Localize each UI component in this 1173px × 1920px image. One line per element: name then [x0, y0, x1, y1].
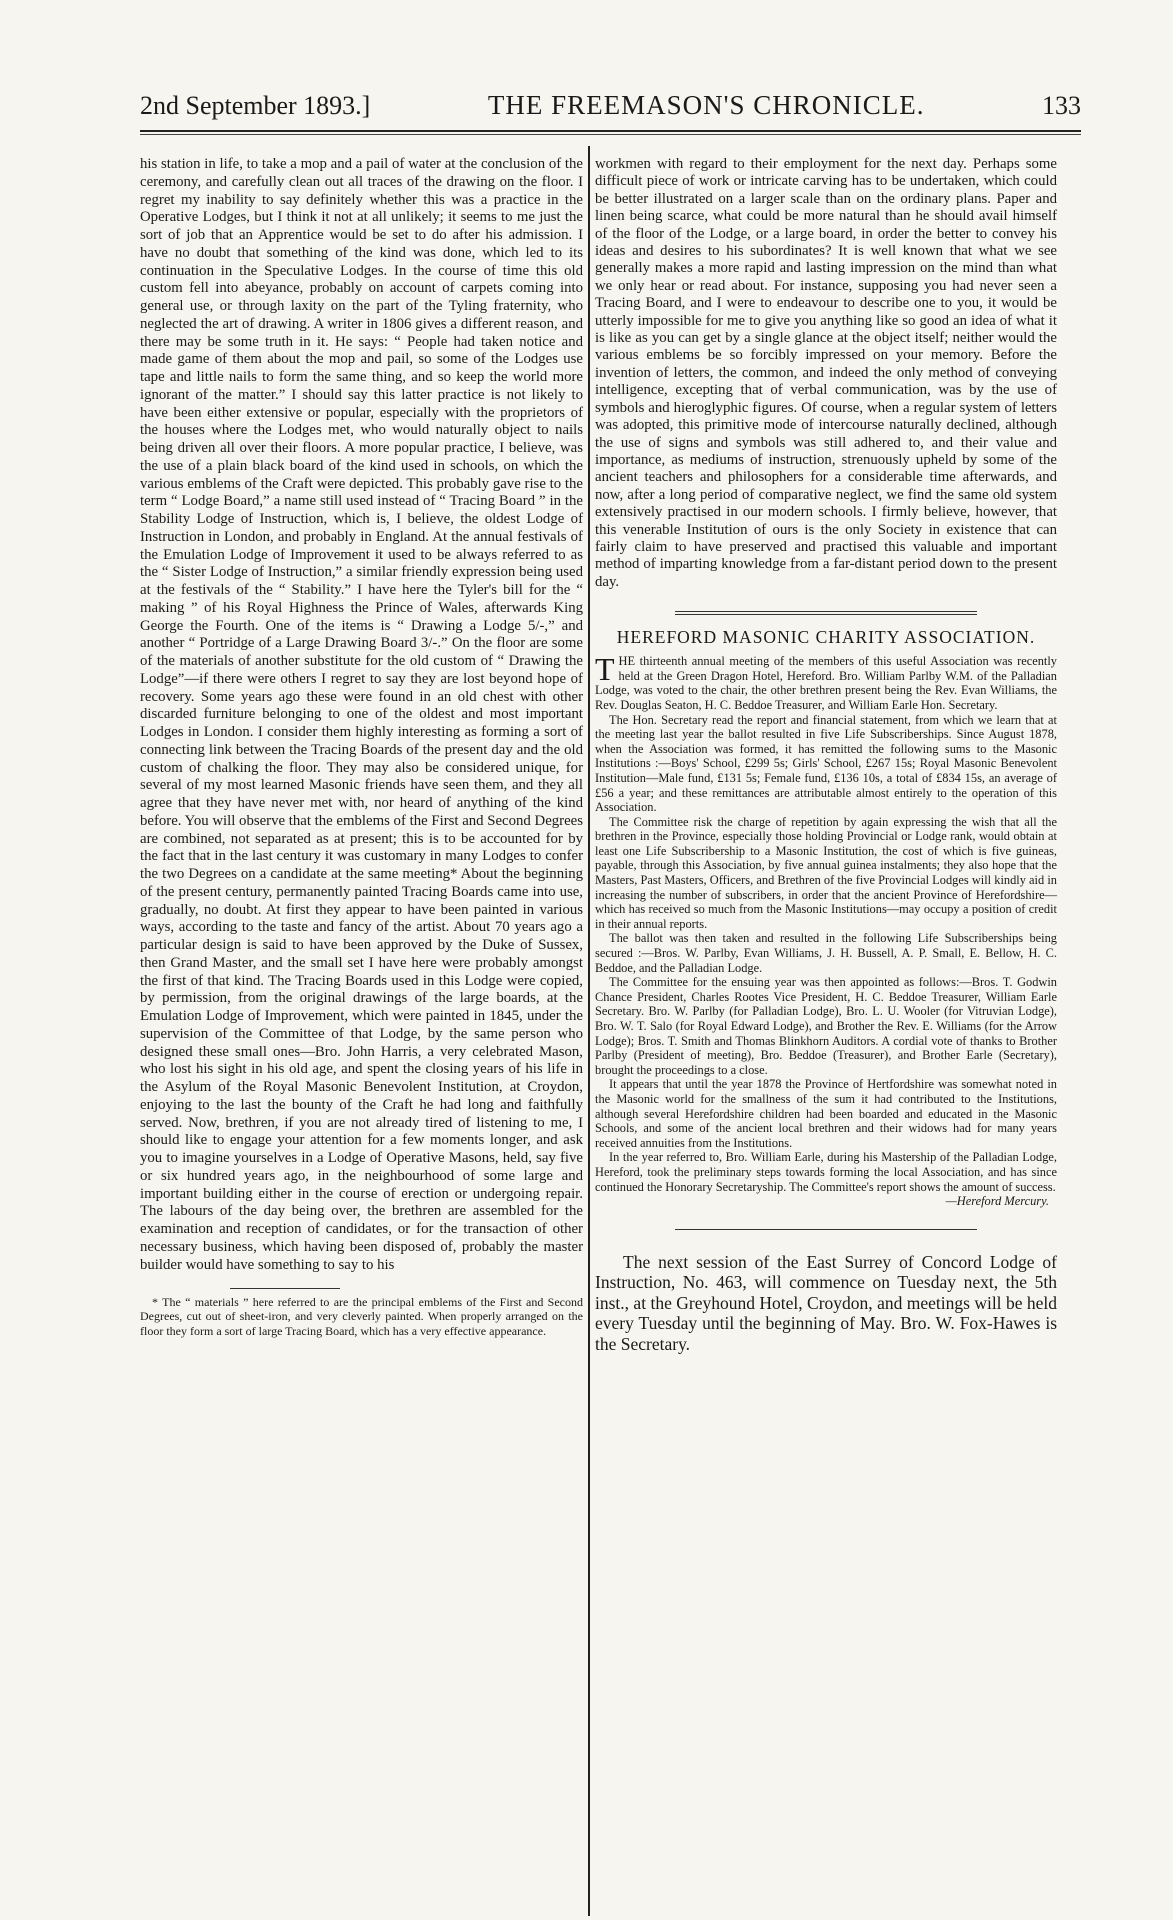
left-column — [140, 156, 583, 1338]
footnote: * The “ materials ” here referred to are the principal emblems of the First and Second Degrees, cut out of sheet-iron, and very cleverly painted. When properly arranged on the floor they form a sort of large Tracing Board, which has a very effective appearance. — [140, 1295, 583, 1338]
right-column — [595, 156, 1057, 1354]
footnote-rule — [230, 1288, 340, 1289]
page-header — [140, 90, 1081, 130]
right-body-text: workmen with regard to their employment for the next day. Perhaps some difficult piece of work or intricate carving has to be undertaken, which could be better illustrated on a larger scale than on the ordinary plans. Paper and linen being scarce, what could be more natural than he should avail himself of the floor of the Lodge, or a large board, in order the better to convey his ideas and desires to his subordinates? It is well known that what we see generally makes a more rapid and lasting impression on the mind than what we only hear or read about. For instance, supposing you had never seen a Tracing Board, and I were to endeavour to describe one to you, it would be utterly impossible for me to give you anything like so good an idea of what it is like as you can get by a single glance at the object itself; neither would the various emblems be so forcibly impressed on your memory. Before the invention of letters, the common, and indeed the only method of conveying intelligence, excepting that of verbal communication, was by the use of symbols and hieroglyphic figures. Of course, when a regular system of letters was adopted, this primitive mode of intercourse naturally declined, although the use of signs and symbols was still adhered to, and their value and importance, as mediums of instruction, strenuously upheld by some of the ancient teachers and philosophers for a considerable time afterwards, and now, after a long period of comparative neglect, we find the same old system extensively practised in our modern schools. I firmly believe, however, that this venerable Institution of ours is the only Society in existence that can fairly claim to have preserved and practised this valuable and important method of imparting knowledge from a far-distant period down to the present day. — [595, 156, 1057, 590]
left-body-text: his station in life, to take a mop and a pail of water at the conclusion of the ceremony, and carefully clean out all traces of the drawing on the floor. I regret my inability to say definitely whether this was a practice in the Operative Lodges, but I think it not at all unlikely; it seems to me just the sort of job that an Apprentice would be set to do after his admission. I have no doubt that something of the kind was done, which led to its continuation in the Speculative Lodges. In the course of time this old custom fell into abeyance, probably on account of carpets coming into general use, or through laxity on the part of the Tyling fraternity, who neglected the art of drawing. A writer in 1806 gives a different reason, and there may be some truth in it. He says: “ People had taken notice and made game of them about the mop and pail, so some of the Lodges use tape and little nails to form the same thing, and so keep the world more ignorant of the matter.” I should say this latter practice is not likely to have been either extensive or popular, especially with the proprietors of the houses where the Lodges met, who would naturally object to nails being driven all over their floors. A more popular practice, I believe, was the use of a plain black board of the kind used in schools, on which the various emblems of the Craft were depicted. This probably gave rise to the term “ Lodge Board,” a name still used instead of “ Tracing Board ” in the Stability Lodge of Instruction, which is, I believe, the oldest Lodge of Instruction in London, and probably in England. At the annual festivals of the Emulation Lodge of Improvement it used to be always referred to as the “ Sister Lodge of Instruction,” a similar friendly expression being used at the festivals of the “ Stability.” I have here the Tyler's bill for the “ making ” of his Royal Highness the Prince of Wales, afterwards King George the Fourth. One of the items is “ Drawing a Lodge 5/-,” and another “ Portridge of a Large Drawing Board 3/-.” On the floor are some of the materials of another substitute for the old custom of “ Drawing the Lodge”—if there were others I regret to say they are lost beyond hope of recovery. Some years ago these were found in an old chest with other discarded furniture belonging to one of the oldest and most important Lodges in London. I consider them highly interesting as forming a sort of connecting link between the Tracing Boards of the present day and the old custom of chalking the floor. They may also be considered unique, for several of my most learned Masonic friends have seen them, and they all agree that they have never met with, nor heard of anything of the kind before. You will observe that the emblems of the First and Second Degrees are combined, not separated as at present; this is to be accounted for by the fact that in the last century it was customary in many Lodges to confer the two Degrees on a candidate at the same meeting* About the beginning of the present century, permanently painted Tracing Boards came into use, gradually, no doubt. At first they appear to have been painted in various ways, according to the taste and fancy of the artist. About 70 years ago a particular design is said to have been approved by the Duke of Sussex, then Grand Master, and the small set I have here were probably amongst the first of that kind. The Tracing Boards used in this Lodge were copied, by permission, from the original drawings of the large boards, at the Emulation Lodge of Improvement, which were painted in 1845, under the supervision of the Committee of that Lodge, by the same person who designed these small ones—Bro. John Harris, a very celebrated Mason, who lost his sight in his old age, and spent the closing years of his life in the Asylum of the Royal Masonic Benevolent Institution, at Croydon, enjoying to the last the bounty of the Craft he had long and faithfully served. Now, brethren, if you are not already tired of listening to me, I should like to engage your attention for a few moments longer, and ask you to imagine yourselves in a Lodge of Operative Masons, held, say five or six hundred years ago, in the neighbourhood of some large and important building either in the course of erection or undergoing repair. The labours of the day being over, the brethren are assembled for the examination and reception of candidates, or for the transaction of other necessary business, which having been disposed of, probably the master builder would have something to say to his — [140, 156, 583, 1273]
section-title: HEREFORD MASONIC CHARITY ASSOCIATION. — [616, 627, 1036, 648]
section-separator-thin — [675, 614, 977, 615]
column-divider — [588, 146, 590, 1916]
header-rule-thin — [140, 134, 1081, 135]
notice-separator — [675, 1229, 977, 1230]
header-rule — [140, 130, 1081, 132]
header-date: 2nd September 1893.] — [140, 91, 371, 120]
section-separator — [675, 611, 977, 612]
lodge-notice: The next session of the East Surrey of Concord Lodge of Instruction, No. 463, will commence on Tuesday next, the 5th inst., at the Greyhound Hotel, Croydon, and meetings will be held every Tuesday until the beginning of May. Bro. W. Fox-Hawes is the Secretary. — [595, 1251, 1057, 1354]
article-signature: —Hereford Mercury. — [945, 1194, 1049, 1209]
article-paragraph-7: In the year referred to, Bro. William Earle, during his Mastership of the Palladian Lodge, Hereford, took the preliminary steps towards forming the local Association, and has since continued the Honorary Secretaryship. The Committee's report shows the amount of success. — [595, 1150, 1057, 1194]
drop-cap: T — [595, 651, 615, 688]
article-paragraph-4: The ballot was then taken and resulted in the following Life Subscriberships being secured :—Bros. W. Parlby, Evan Williams, J. H. Bussell, A. P. Small, E. Bellow, H. C. Beddoe, and the Palladian Lodge. — [595, 931, 1057, 975]
header-page-number: 133 — [1042, 91, 1081, 120]
article-paragraph-2: The Hon. Secretary read the report and financial statement, from which we learn that at the meeting last year the ballot resulted in five Life Subscriberships. Since August 1878, when the Association was formed, it has remitted the following sums to the Masonic Institutions :—Boys' School, £299 5s; Girls' School, £267 15s; Royal Masonic Benevolent Institution—Male fund, £131 5s; Female fund, £136 10s, a total of £834 15s, an average of £56 a year; and these remittances are attributable almost entirely to the operation of this Association. — [595, 712, 1057, 815]
hereford-article — [595, 651, 1057, 1209]
header-title: THE FREEMASON'S CHRONICLE. — [487, 90, 925, 120]
article-paragraph-3: The Committee risk the charge of repetition by again expressing the wish that all the brethren in the Province, especially those holding Provincial or Lodge rank, would obtain at least one Life Subscribership to a Masonic Institution, the cost of which is five guineas, payable, through this Association, by five annual guinea instalments; they also hope that the Masters, Past Masters, Officers, and Brethren of the five Provincial Lodges will kindly aid in increasing the number of subscribers, in order that the ancient Province of Herefordshire—which has received so much from the Masonic Institutions—may occupy a position of credit in their annual reports. — [595, 814, 1057, 931]
article-paragraph-5: The Committee for the ensuing year was then appointed as follows:—Bros. T. Godwin Chance President, Charles Rootes Vice President, H. C. Beddoe Treasurer, William Earle Secretary. Bro. W. Parlby (for Palladian Lodge), Bro. L. U. Wooler (for Vitruvian Lodge), Bro. W. T. Salo (for Royal Edward Lodge), and Brother the Rev. E. Williams (for the Arrow Lodge); Bros. T. Smith and Thomas Blinkhorn Auditors. A cordial vote of thanks to Brother Parlby (President of meeting), Bro. Beddoe (Treasurer), and Brother Earle (Secretary), brought the proceedings to a close. — [595, 975, 1057, 1077]
article-paragraph-6: It appears that until the year 1878 the Province of Hertfordshire was somewhat noted in the Masonic world for the smallness of the sum it had contributed to the Institutions, although several Herefordshire children had been boarded and educated in the Masonic Schools, and some of the ancient local brethren and their widows had for many years received annuities from the Institutions. — [595, 1077, 1057, 1150]
article-paragraph-1: THE thirteenth annual meeting of the members of this useful Association was recently held at the Green Dragon Hotel, Hereford. Bro. William Parlby W.M. of the Palladian Lodge, was voted to the chair, the other brethren present being the Rev. Evan Williams, the Rev. Douglas Seaton, H. C. Beddoe Treasurer, and William Earle Hon. Secretary. — [595, 651, 1057, 712]
